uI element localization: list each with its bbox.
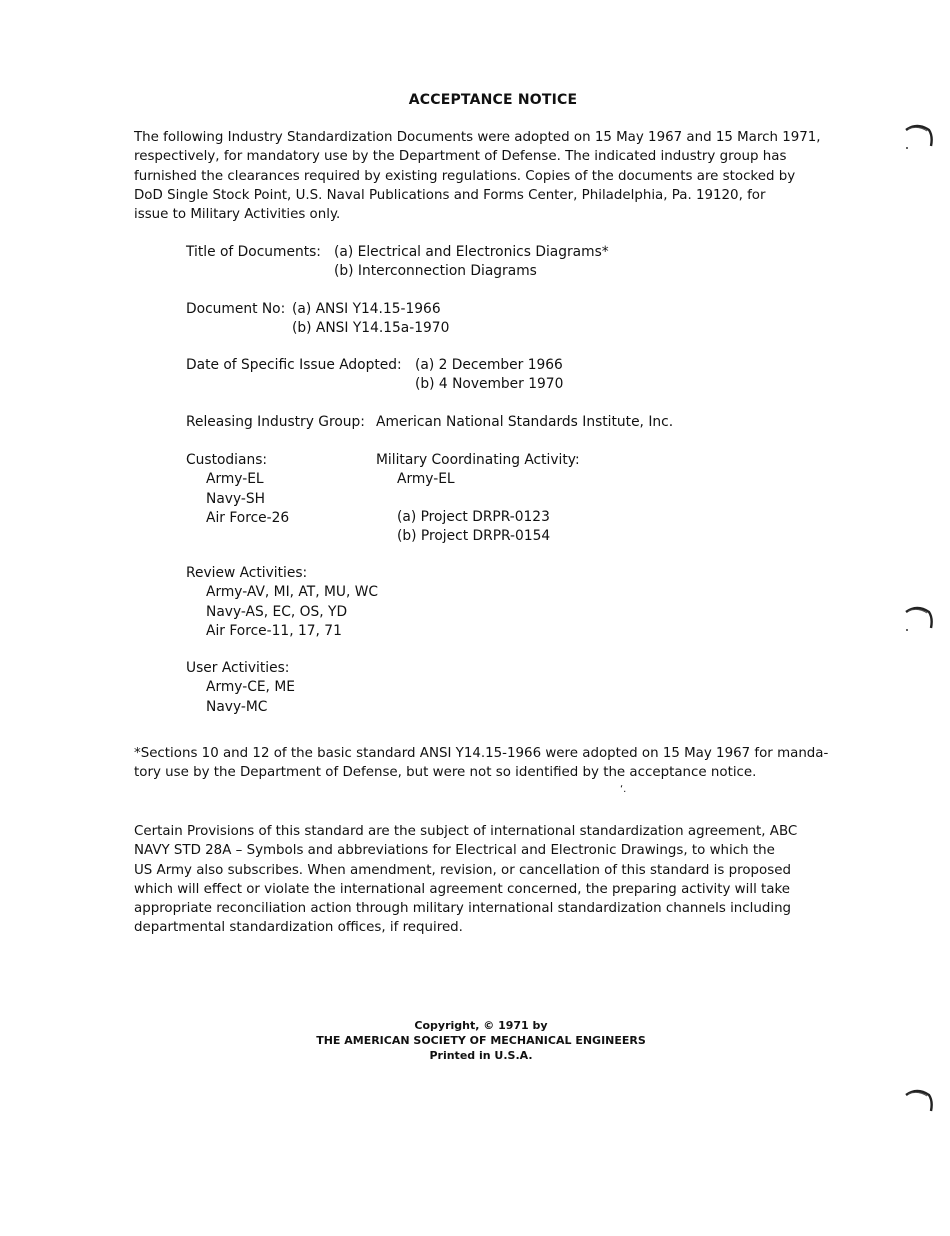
intro-line: furnished the clearances required by existing regulations. Copies of the documents are stocked by [134, 168, 796, 184]
date-issue-label: Date of Specific Issue Adopted: [186, 357, 402, 373]
user-activities-label: User Activities: [186, 660, 290, 676]
footnote-line: tory use by the Department of Defense, but were not so identified by the acceptance notice. [134, 765, 757, 781]
page-title: ACCEPTANCE NOTICE [408, 92, 578, 108]
provisions-line: appropriate reconciliation action through military international standardization channels including [134, 901, 792, 917]
intro-line: issue to Military Activities only. [134, 207, 341, 223]
document-no-b: (b) ANSI Y14.15a-1970 [292, 320, 450, 336]
date-issue-b: (b) 4 November 1970 [415, 376, 564, 392]
provisions-line: NAVY STD 28A – Symbols and abbreviations for Electrical and Electronic Drawings, to which the [134, 843, 775, 859]
user-activities-section [186, 659, 295, 717]
military-coordinating-label: Military Coordinating Activity: [376, 452, 580, 468]
user-activity-item: Army-CE, ME [206, 679, 295, 696]
user-activity-item: Navy-MC [206, 698, 268, 715]
punch-hole-icon [903, 604, 933, 634]
intro-paragraph [134, 128, 834, 224]
intro-line: The following Industry Standardization Documents were adopted on 15 May 1967 and 15 March 1971, [134, 130, 821, 145]
footnote-line: *Sections 10 and 12 of the basic standard ANSI Y14.15-1966 were adopted on 15 May 1967 for manda- [134, 746, 829, 761]
printed-in: Printed in U.S.A. [429, 1049, 533, 1062]
copyright-footer [0, 1018, 950, 1063]
releasing-group-value: American National Standards Institute, Inc. [376, 414, 674, 430]
provisions-line: which will effect or violate the international agreement concerned, the preparing activity will take [134, 881, 791, 897]
provisions-line: departmental standardization offices, if required. [134, 920, 463, 936]
provisions-paragraph [134, 822, 834, 938]
document-title-b: (b) Interconnection Diagrams [334, 263, 537, 279]
document-no-label: Document No: [186, 301, 286, 317]
review-activities-label: Review Activities: [186, 565, 308, 581]
intro-line: DoD Single Stock Point, U.S. Naval Publications and Forms Center, Philadelphia, Pa. 19120, for [134, 187, 766, 203]
copyright-org: THE AMERICAN SOCIETY OF MECHANICAL ENGINEERS [316, 1034, 646, 1047]
document-title-a: (a) Electrical and Electronics Diagrams* [334, 244, 609, 260]
footnote-paragraph [134, 744, 834, 783]
review-activity-item: Air Force-11, 17, 71 [206, 622, 342, 639]
custodian-item: Army-EL [206, 471, 264, 488]
intro-line: respectively, for mandatory use by the Department of Defense. The indicated industry group has [134, 149, 787, 165]
punch-hole-icon [903, 1087, 933, 1117]
review-activity-item: Navy-AS, EC, OS, YD [206, 603, 348, 620]
custodians-label: Custodians: [186, 452, 268, 468]
custodian-item: Navy-SH [206, 490, 265, 507]
document-no-a: (a) ANSI Y14.15-1966 [292, 301, 441, 317]
custodian-item: Air Force-26 [206, 509, 290, 526]
title-of-documents-label: Title of Documents: [186, 244, 321, 260]
project-a: (a) Project DRPR-0123 [397, 509, 550, 525]
stray-mark: ‘. [620, 784, 627, 795]
military-coordinating-activity: Army-EL [397, 471, 455, 487]
date-issue-a: (a) 2 December 1966 [415, 357, 563, 373]
custodians-section [186, 451, 289, 528]
punch-hole-icon [903, 122, 933, 152]
provisions-line: Certain Provisions of this standard are the subject of international standardization agreement, ABC [134, 824, 798, 839]
review-activity-item: Army-AV, MI, AT, MU, WC [206, 584, 379, 601]
provisions-line: US Army also subscribes. When amendment, revision, or cancellation of this standard is proposed [134, 862, 791, 878]
releasing-group-label: Releasing Industry Group: [186, 414, 365, 430]
review-activities-section [186, 564, 378, 641]
copyright-line: Copyright, © 1971 by [414, 1019, 548, 1032]
project-b: (b) Project DRPR-0154 [397, 528, 551, 544]
